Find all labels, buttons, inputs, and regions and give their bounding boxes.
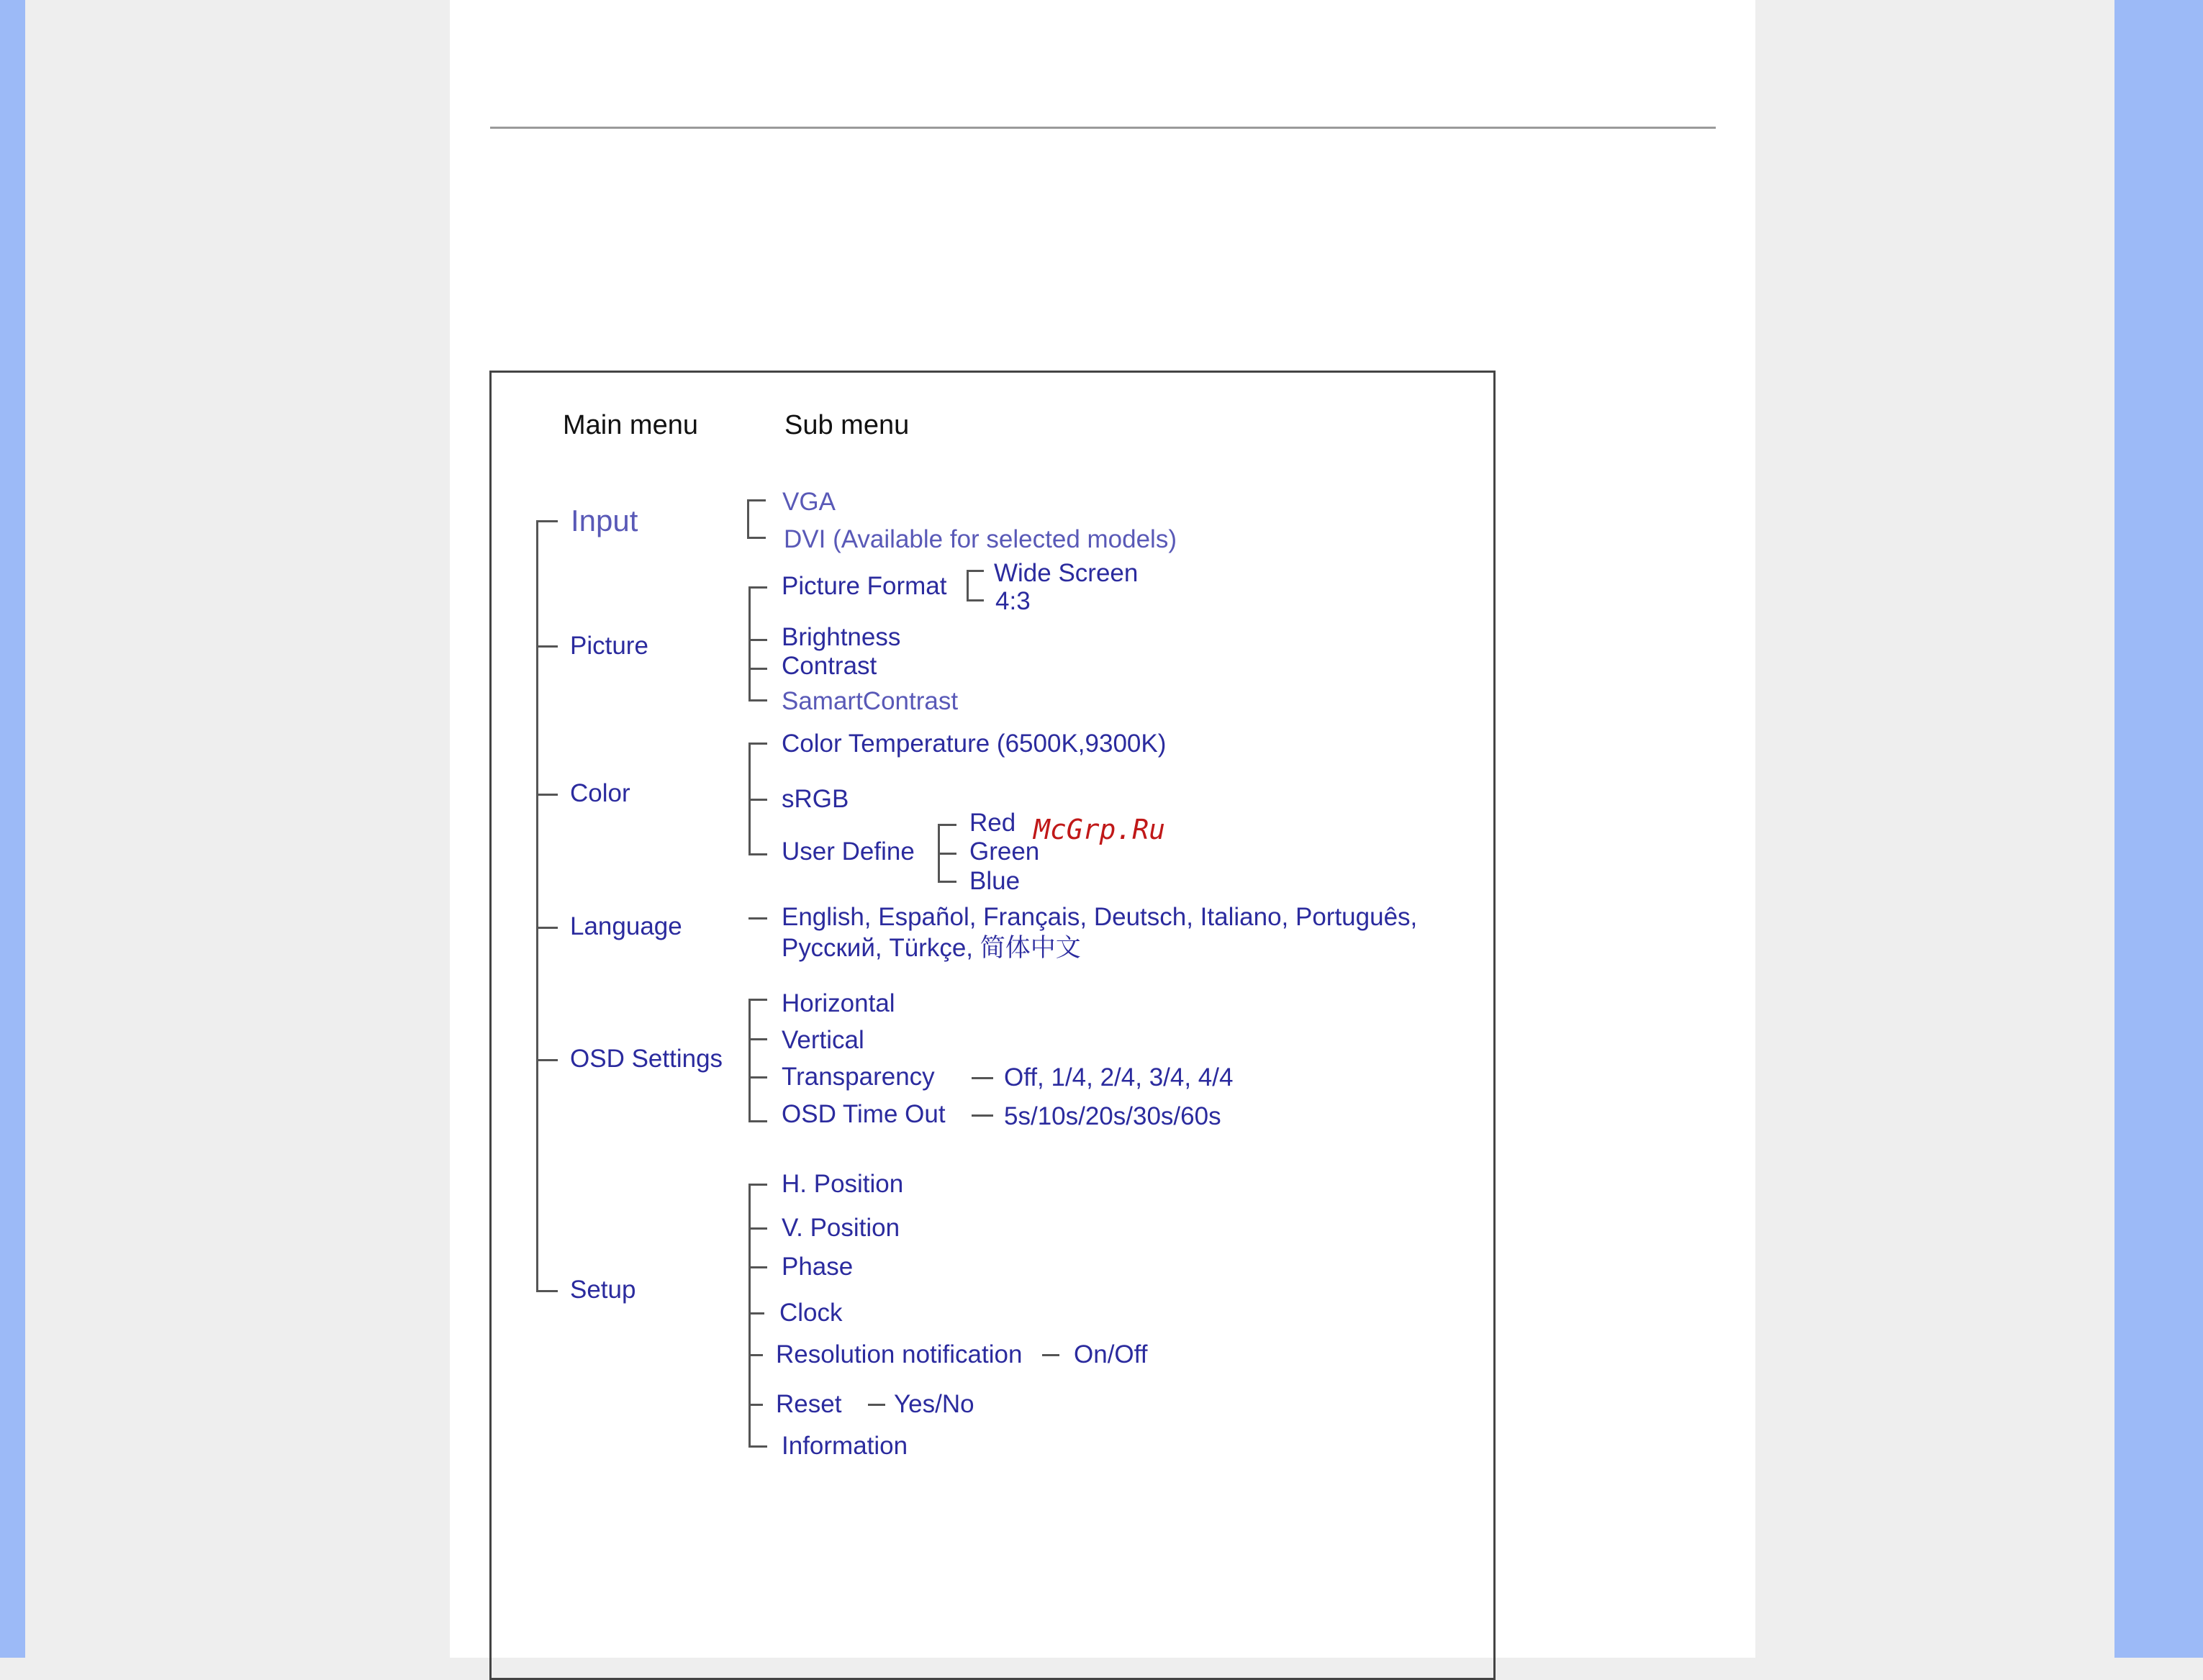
sub-menu-header: Sub menu bbox=[784, 410, 910, 440]
color-branch-temperature bbox=[748, 743, 767, 745]
osd-sub-vertical-line bbox=[748, 999, 751, 1122]
sub-item-h-position: H. Position bbox=[782, 1170, 904, 1198]
format-options-vertical-line bbox=[967, 570, 969, 601]
sub-item-dvi: DVI (Available for selected models) bbox=[784, 525, 1177, 553]
language-list-line1: English, Español, Français, Deutsch, Italiano, Português, bbox=[782, 903, 1418, 931]
sub-item-v-position: V. Position bbox=[782, 1214, 900, 1242]
sub-item-clock: Clock bbox=[779, 1299, 843, 1327]
user-branch-blue bbox=[938, 881, 956, 883]
watermark-text: McGrp.Ru bbox=[1033, 814, 1166, 845]
setup-branch-resolution bbox=[748, 1354, 763, 1356]
input-sub-vertical-line bbox=[747, 499, 749, 539]
sub-item-vertical: Vertical bbox=[782, 1026, 864, 1054]
sub-item-resolution-notification: Resolution notification bbox=[776, 1340, 1023, 1368]
user-option-red: Red bbox=[969, 809, 1016, 837]
main-tree-vertical-line bbox=[536, 520, 538, 1292]
setup-branch-clock bbox=[748, 1312, 764, 1315]
main-item-osd-settings: OSD Settings bbox=[570, 1045, 723, 1073]
osd-branch-vertical bbox=[748, 1038, 767, 1040]
sub-item-vga: VGA bbox=[782, 488, 836, 516]
osd-menu-diagram-frame bbox=[489, 371, 1496, 1680]
osd-branch-horizontal bbox=[748, 999, 767, 1001]
format-branch-wide bbox=[967, 570, 984, 572]
language-branch bbox=[748, 917, 767, 920]
user-option-green: Green bbox=[969, 837, 1040, 866]
sub-item-osd-timeout: OSD Time Out bbox=[782, 1100, 946, 1128]
main-item-setup: Setup bbox=[570, 1276, 636, 1304]
format-branch-43 bbox=[967, 599, 984, 601]
sub-item-phase: Phase bbox=[782, 1253, 854, 1281]
sub-item-reset: Reset bbox=[776, 1390, 842, 1418]
resolution-value-dash bbox=[1042, 1354, 1059, 1356]
sub-item-horizontal: Horizontal bbox=[782, 989, 895, 1017]
color-branch-user-define bbox=[748, 853, 767, 855]
picture-sub-vertical-line bbox=[748, 586, 751, 701]
main-branch-picture bbox=[536, 645, 558, 648]
user-option-blue: Blue bbox=[969, 867, 1021, 895]
sub-item-srgb: sRGB bbox=[782, 785, 849, 813]
main-menu-header: Main menu bbox=[563, 410, 698, 440]
timeout-values-dash bbox=[972, 1114, 993, 1117]
reset-value-dash bbox=[868, 1404, 885, 1406]
osd-branch-timeout bbox=[748, 1120, 767, 1122]
sub-item-contrast: Contrast bbox=[782, 652, 877, 680]
language-list-line2: Русский, Türkçe, 简体中文 bbox=[782, 934, 1081, 962]
picture-branch-brightness bbox=[748, 639, 767, 641]
format-option-wide-screen: Wide Screen bbox=[994, 559, 1139, 587]
main-item-color: Color bbox=[570, 779, 630, 807]
transparency-values-dash bbox=[972, 1077, 993, 1079]
color-branch-srgb bbox=[748, 799, 767, 801]
sub-item-color-temperature: Color Temperature (6500K,9300K) bbox=[782, 730, 1167, 758]
main-item-language: Language bbox=[570, 912, 682, 940]
picture-branch-smartcontrast bbox=[748, 699, 767, 701]
setup-sub-vertical-line bbox=[748, 1184, 751, 1448]
main-branch-language bbox=[536, 927, 558, 929]
input-branch-dvi bbox=[747, 537, 766, 539]
sub-item-brightness: Brightness bbox=[782, 623, 901, 651]
setup-branch-reset bbox=[748, 1404, 763, 1406]
sub-item-information: Information bbox=[782, 1432, 908, 1460]
setup-branch-h-position bbox=[748, 1184, 767, 1186]
user-branch-green bbox=[938, 853, 956, 855]
sub-item-picture-format: Picture Format bbox=[782, 572, 947, 600]
main-item-picture: Picture bbox=[570, 632, 648, 660]
right-blue-border bbox=[2114, 0, 2203, 1658]
header-rule bbox=[490, 127, 1716, 129]
format-option-4-3: 4:3 bbox=[995, 587, 1031, 615]
main-branch-osd bbox=[536, 1059, 558, 1061]
transparency-values: Off, 1/4, 2/4, 3/4, 4/4 bbox=[1004, 1063, 1234, 1091]
setup-branch-information bbox=[748, 1445, 767, 1448]
sub-item-transparency: Transparency bbox=[782, 1063, 935, 1091]
picture-branch-format bbox=[748, 586, 767, 589]
main-branch-input bbox=[536, 520, 558, 522]
setup-branch-v-position bbox=[748, 1227, 767, 1230]
setup-branch-phase bbox=[748, 1266, 767, 1268]
sub-item-user-define: User Define bbox=[782, 837, 915, 866]
main-branch-color bbox=[536, 794, 558, 796]
left-blue-border bbox=[0, 0, 25, 1658]
reset-value: Yes/No bbox=[894, 1390, 974, 1418]
user-branch-red bbox=[938, 824, 956, 826]
osd-branch-transparency bbox=[748, 1076, 767, 1079]
main-item-input: Input bbox=[571, 504, 638, 537]
resolution-value: On/Off bbox=[1074, 1340, 1148, 1368]
sub-item-smartcontrast: SamartContrast bbox=[782, 687, 959, 715]
input-branch-vga bbox=[747, 499, 766, 501]
picture-branch-contrast bbox=[748, 668, 767, 670]
timeout-values: 5s/10s/20s/30s/60s bbox=[1004, 1102, 1221, 1130]
main-branch-setup bbox=[536, 1290, 558, 1292]
